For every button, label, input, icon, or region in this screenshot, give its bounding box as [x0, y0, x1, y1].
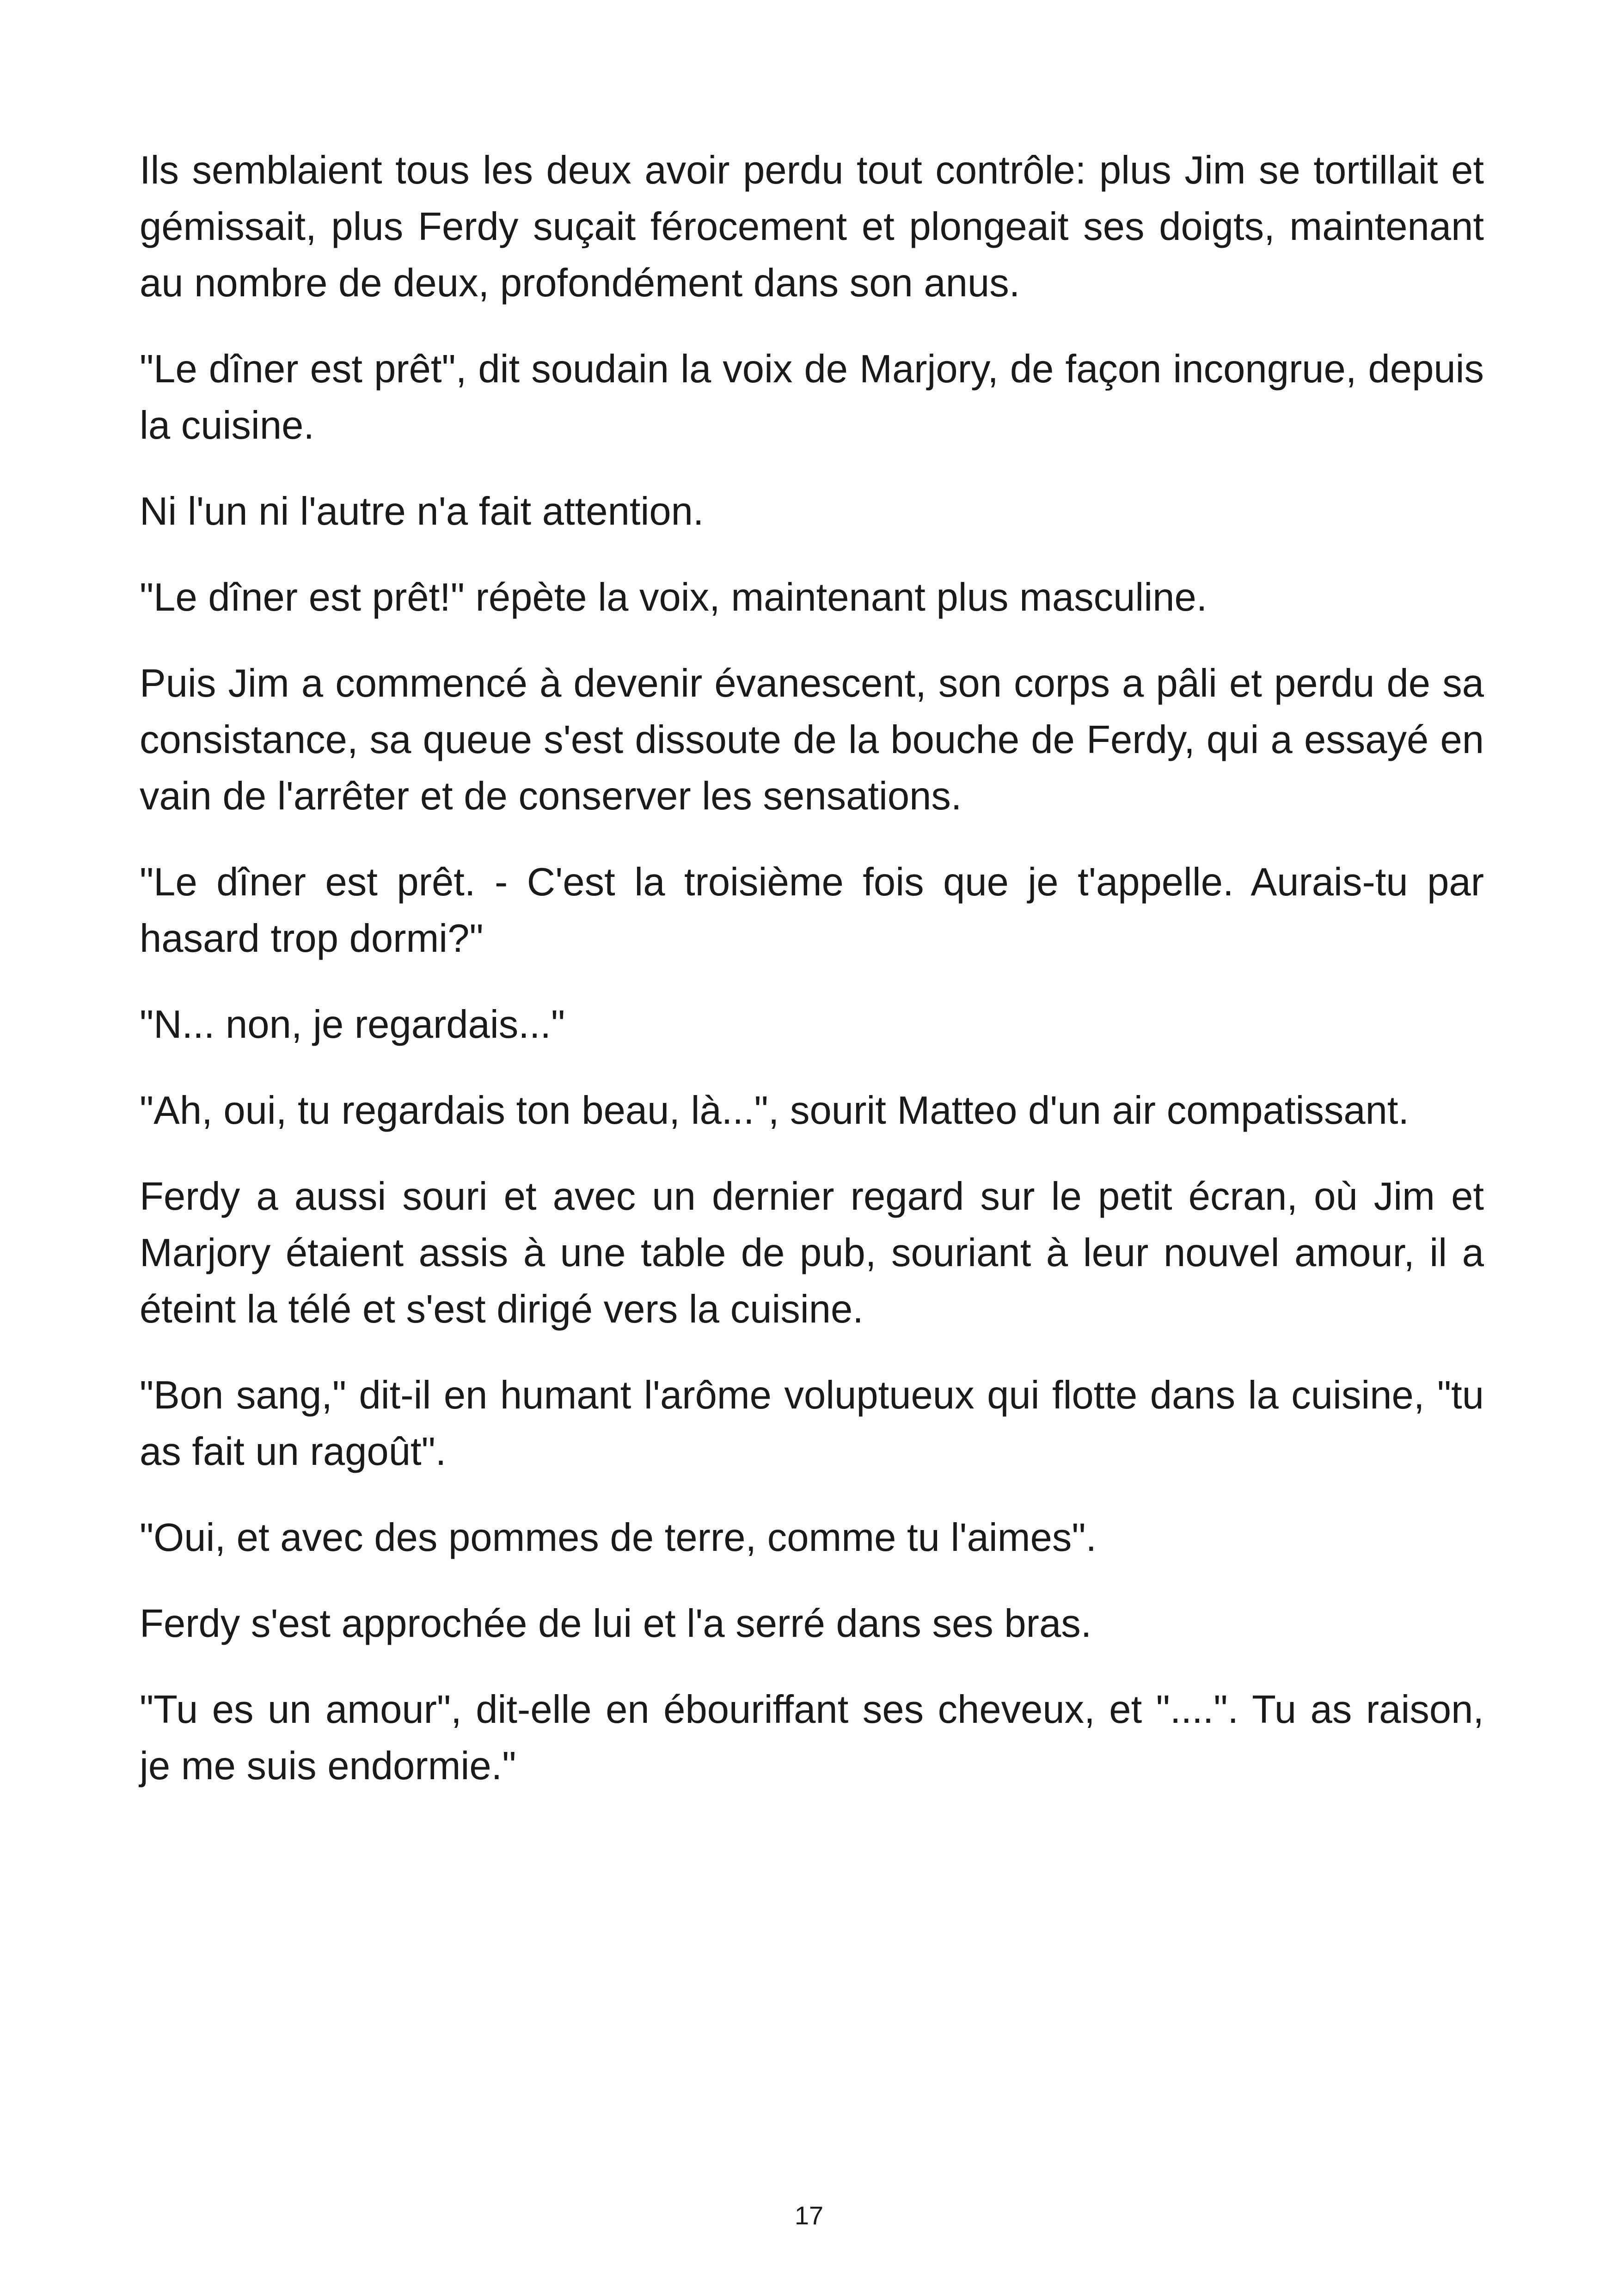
body-text: [140, 142, 1495, 1824]
paragraph-9: Ferdy a aussi souri et avec un dernier regard sur le petit écran, où Jim et Marjory étaient assis à une table de pub, souriant à leur nouvel amour, il a éteint la télé et s'est dirigé vers la cuisine.: [140, 1175, 1495, 1331]
paragraph-12: Ferdy s'est approchée de lui et l'a serré dans ses bras.: [140, 1602, 1092, 1646]
paragraph-3: Ni l'un ni l'autre n'a fait attention.: [140, 490, 704, 533]
paragraph-13: "Tu es un amour", dit-elle en ébouriffant ses cheveux, et "....". Tu as raison, je me suis endormie.": [140, 1688, 1495, 1788]
paragraph-7: "N... non, je regardais...": [140, 1003, 565, 1047]
paragraph-2: "Le dîner est prêt", dit soudain la voix de Marjory, de façon incongrue, depuis la cuisine.: [140, 347, 1495, 447]
paragraph-6: "Le dîner est prêt. - C'est la troisième fois que je t'appelle. Aurais-tu par hasard trop dormi?": [140, 860, 1495, 961]
paragraph-10: "Bon sang," dit-il en humant l'arôme voluptueux qui flotte dans la cuisine, "tu as fait un ragoût".: [140, 1373, 1495, 1474]
paragraph-5: Puis Jim a commencé à devenir évanescent, son corps a pâli et perdu de sa consistance, sa queue s'est dissoute de la bouche de Ferdy, qui a essayé en vain de l'arrêter et de conserver les sensations.: [140, 661, 1495, 818]
paragraph-4: "Le dîner est prêt!" répète la voix, maintenant plus masculine.: [140, 576, 1207, 619]
page-number: 17: [794, 2201, 824, 2230]
paragraph-1: Ils semblaient tous les deux avoir perdu tout contrôle: plus Jim se tortillait et gémissait, plus Ferdy suçait férocement et plongeait ses doigts, maintenant au nombre de deux, profondément dans son anus.: [140, 148, 1495, 305]
paragraph-11: "Oui, et avec des pommes de terre, comme tu l'aimes".: [140, 1516, 1097, 1560]
paragraph-8: "Ah, oui, tu regardais ton beau, là...", sourit Matteo d'un air compatissant.: [140, 1089, 1410, 1133]
